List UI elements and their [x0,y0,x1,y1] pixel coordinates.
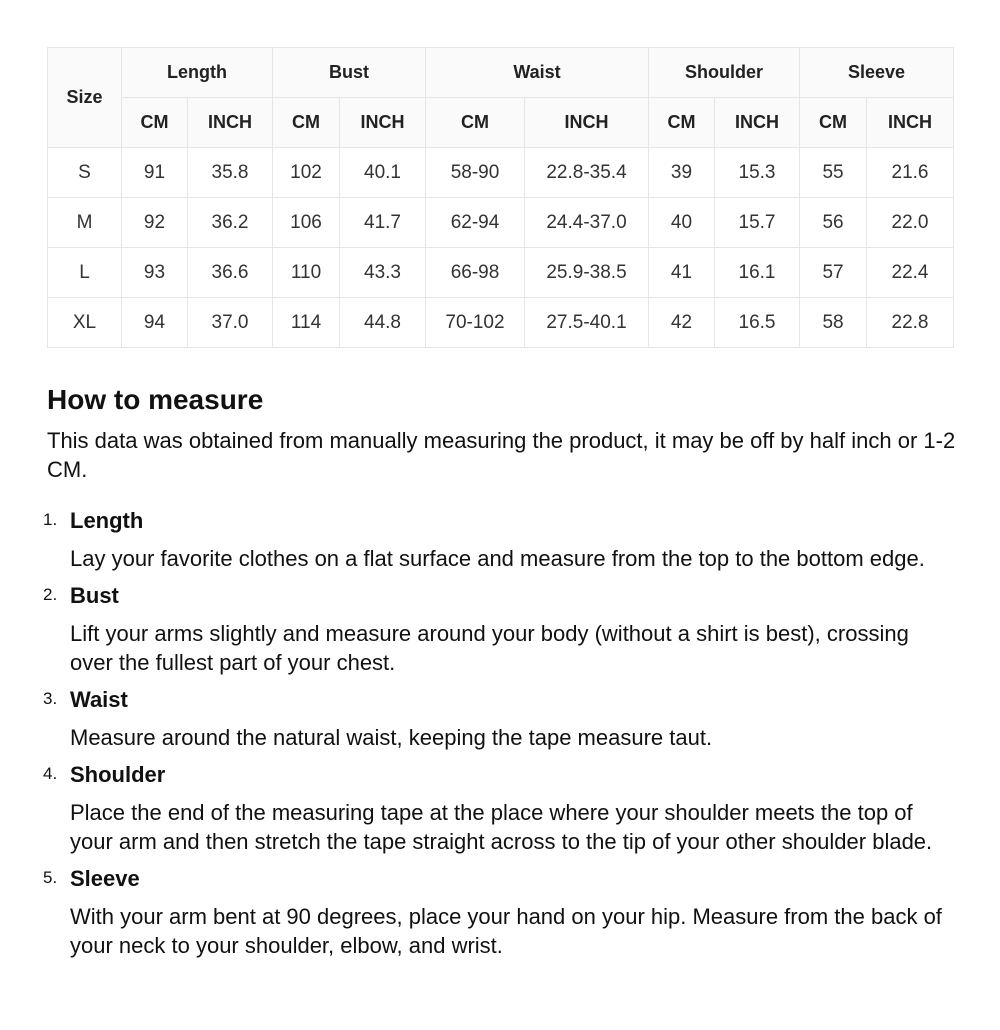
step-description: Place the end of the measuring tape at the place where your shoulder meets the top of your arm and then stretch the tape straight across to the tip of your other shoulder blade. [70,800,933,854]
shoulder-group-header: Shoulder [649,48,800,98]
table-row [48,198,954,248]
table-cell: 66-98 [426,248,525,298]
table-cell: 42 [649,298,715,348]
step-description: Measure around the natural waist, keeping the tape measure taut. [70,725,713,750]
table-cell: 16.1 [715,248,800,298]
table-cell: 37.0 [188,298,273,348]
step-number: 5. [43,868,58,887]
unit-header: INCH [715,98,800,148]
table-cell: 21.6 [867,148,954,198]
table-cell: 40.1 [340,148,426,198]
table-cell: 110 [273,248,340,298]
size-chart-table [47,47,954,348]
table-cell: 106 [273,198,340,248]
table-cell: 39 [649,148,715,198]
step-number: 4. [43,764,58,783]
table-cell: 15.3 [715,148,800,198]
table-cell: 27.5-40.1 [525,298,649,348]
how-to-measure-section [43,382,957,968]
table-cell: 36.6 [188,248,273,298]
table-row [48,298,954,348]
list-item [43,506,957,573]
table-unit-header-row [48,98,954,148]
sleeve-group-header: Sleeve [800,48,954,98]
step-title: Waist [70,687,128,712]
table-cell: 40 [649,198,715,248]
size-column-header: Size [48,48,122,148]
list-item [43,685,957,752]
table-cell: 91 [122,148,188,198]
table-cell: 35.8 [188,148,273,198]
table-cell: 70-102 [426,298,525,348]
table-body [48,148,954,348]
size-cell: XL [48,298,122,348]
size-cell: S [48,148,122,198]
step-title: Shoulder [70,762,166,787]
step-description: Lay your favorite clothes on a flat surface and measure from the top to the bottom edge. [70,546,925,571]
unit-header: CM [122,98,188,148]
step-number: 1. [43,510,58,529]
table-row [48,248,954,298]
unit-header: CM [800,98,867,148]
table-cell: 22.4 [867,248,954,298]
list-item [43,581,957,677]
size-cell: M [48,198,122,248]
unit-header: CM [273,98,340,148]
unit-header: INCH [188,98,273,148]
step-title: Sleeve [70,866,140,891]
step-title: Bust [70,583,119,608]
table-cell: 24.4-37.0 [525,198,649,248]
size-cell: L [48,248,122,298]
table-cell: 55 [800,148,867,198]
table-cell: 16.5 [715,298,800,348]
table-cell: 43.3 [340,248,426,298]
length-group-header: Length [122,48,273,98]
waist-group-header: Waist [426,48,649,98]
table-cell: 102 [273,148,340,198]
measure-steps-list [43,506,957,960]
table-cell: 22.0 [867,198,954,248]
table-cell: 56 [800,198,867,248]
table-cell: 22.8-35.4 [525,148,649,198]
unit-header: INCH [525,98,649,148]
unit-header: CM [426,98,525,148]
table-cell: 44.8 [340,298,426,348]
table-cell: 36.2 [188,198,273,248]
table-cell: 114 [273,298,340,348]
step-title: Length [70,508,144,533]
table-cell: 94 [122,298,188,348]
bust-group-header: Bust [273,48,426,98]
intro-text: This data was obtained from manually measuring the product, it may be off by half inch or 1-2 CM. [47,428,956,482]
table-cell: 22.8 [867,298,954,348]
unit-header: CM [649,98,715,148]
table-cell: 62-94 [426,198,525,248]
table-cell: 58-90 [426,148,525,198]
table-cell: 93 [122,248,188,298]
table-cell: 15.7 [715,198,800,248]
table-row [48,148,954,198]
step-description: Lift your arms slightly and measure around your body (without a shirt is best), crossing over the fullest part of your chest. [70,621,909,675]
list-item [43,760,957,856]
table-cell: 57 [800,248,867,298]
unit-header: INCH [867,98,954,148]
list-item [43,864,957,960]
step-number: 2. [43,585,58,604]
table-cell: 92 [122,198,188,248]
table-group-header-row [48,48,954,98]
table-cell: 41 [649,248,715,298]
step-number: 3. [43,689,58,708]
unit-header: INCH [340,98,426,148]
step-description: With your arm bent at 90 degrees, place your hand on your hip. Measure from the back of your neck to your shoulder, elbow, and wrist. [70,904,942,958]
table-cell: 58 [800,298,867,348]
table-cell: 25.9-38.5 [525,248,649,298]
table-cell: 41.7 [340,198,426,248]
section-title: How to measure [47,384,264,415]
